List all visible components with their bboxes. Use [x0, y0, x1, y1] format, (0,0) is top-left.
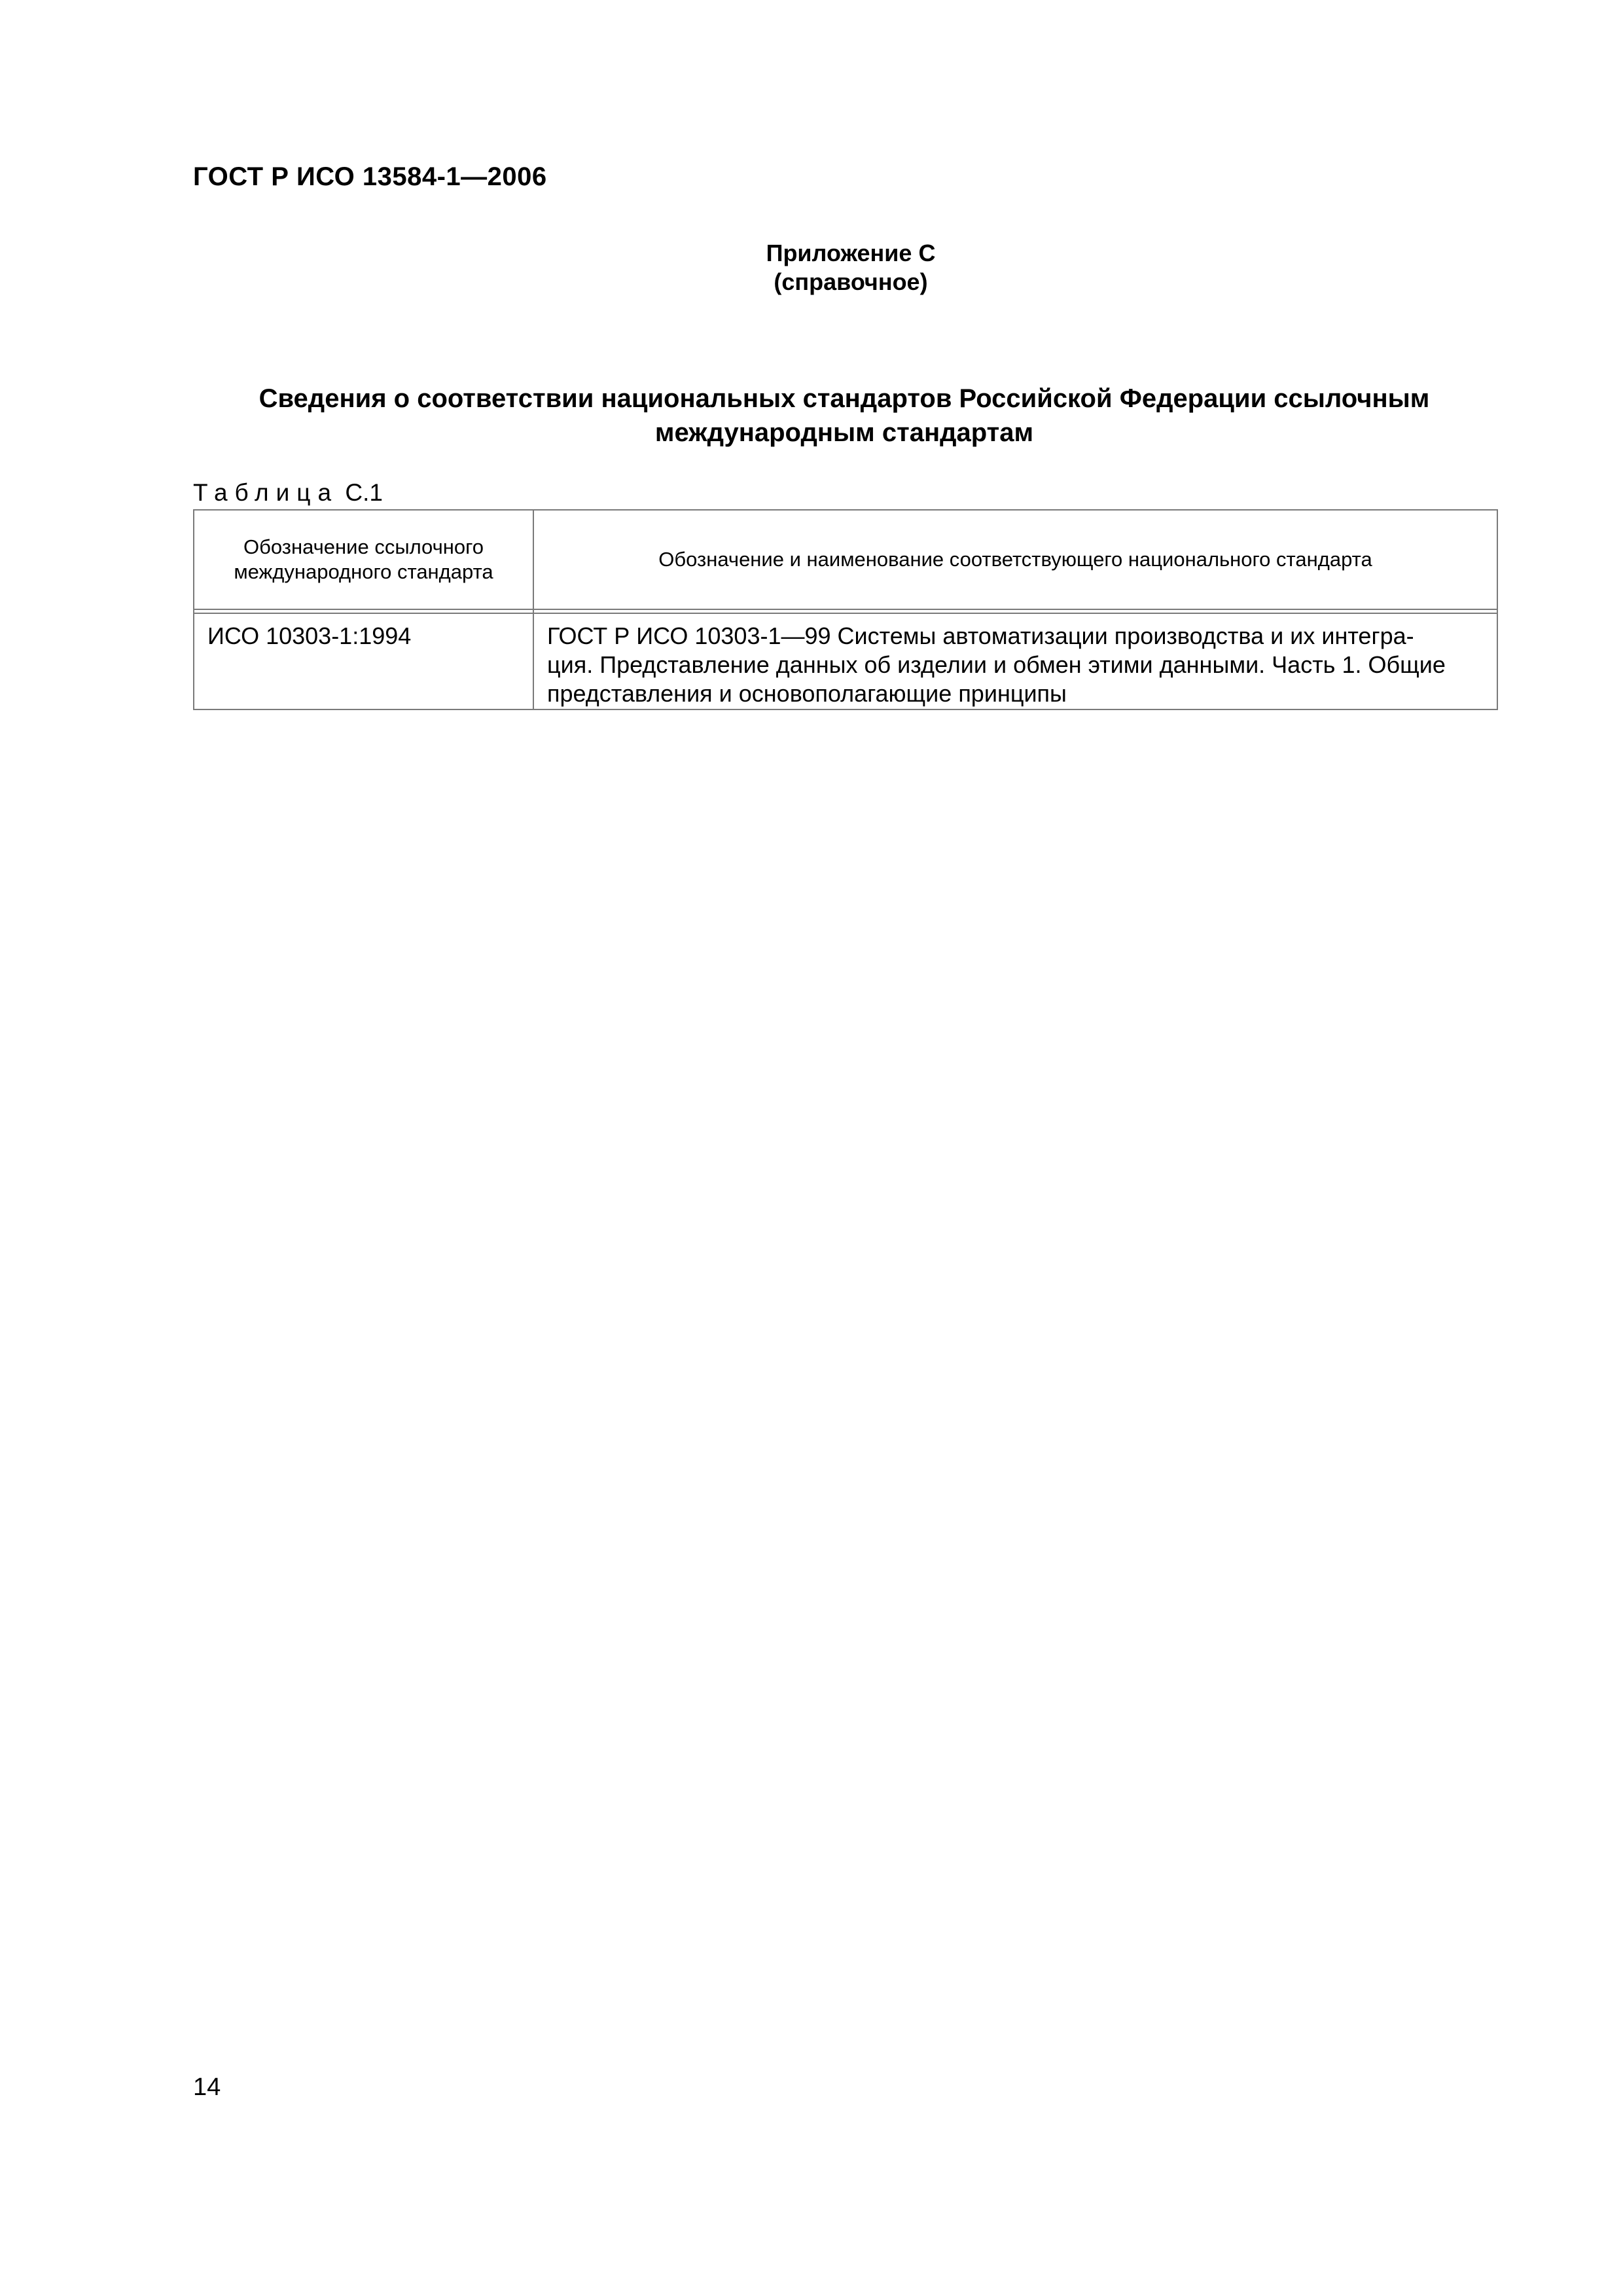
page-number: 14	[193, 2073, 221, 2101]
table-header-divider-bottom	[194, 613, 1497, 614]
table-caption-number: С.1	[345, 479, 383, 506]
table-header-national: Обозначение и наименование соответствующего национального стандарта	[658, 548, 1372, 571]
table-cell-national-line-2: ция. Представление данных об изделии и обмен этими данными. Часть 1. Общие	[547, 651, 1446, 678]
table-header-divider-top	[194, 609, 1497, 610]
section-title	[193, 382, 1495, 450]
reference-standards-table	[193, 509, 1498, 710]
appendix-kind: (справочное)	[774, 268, 928, 295]
table-caption	[193, 479, 383, 507]
table-cell-national-line-3: представления и основополагающие принципы	[547, 680, 1067, 707]
table-header-international: Обозначение ссылочного международного стандарта	[234, 535, 493, 583]
section-title-line-2: международным стандартам	[654, 418, 1034, 447]
appendix-label: Приложение С	[766, 240, 936, 266]
table-caption-word: Таблица	[193, 479, 339, 506]
table-cell-international: ИСО 10303-1:1994	[207, 622, 412, 649]
table-cell-national	[547, 622, 1489, 708]
appendix-heading	[0, 239, 1623, 296]
table-cell-national-line-1: ГОСТ Р ИСО 10303-1—99 Системы автоматизации производства и их интегра-	[547, 622, 1414, 649]
section-title-line-1: Сведения о соответствии национальных стандартов Российской Федерации ссылочным	[259, 384, 1430, 413]
document-header-standard-id: ГОСТ Р ИСО 13584-1—2006	[193, 162, 547, 191]
